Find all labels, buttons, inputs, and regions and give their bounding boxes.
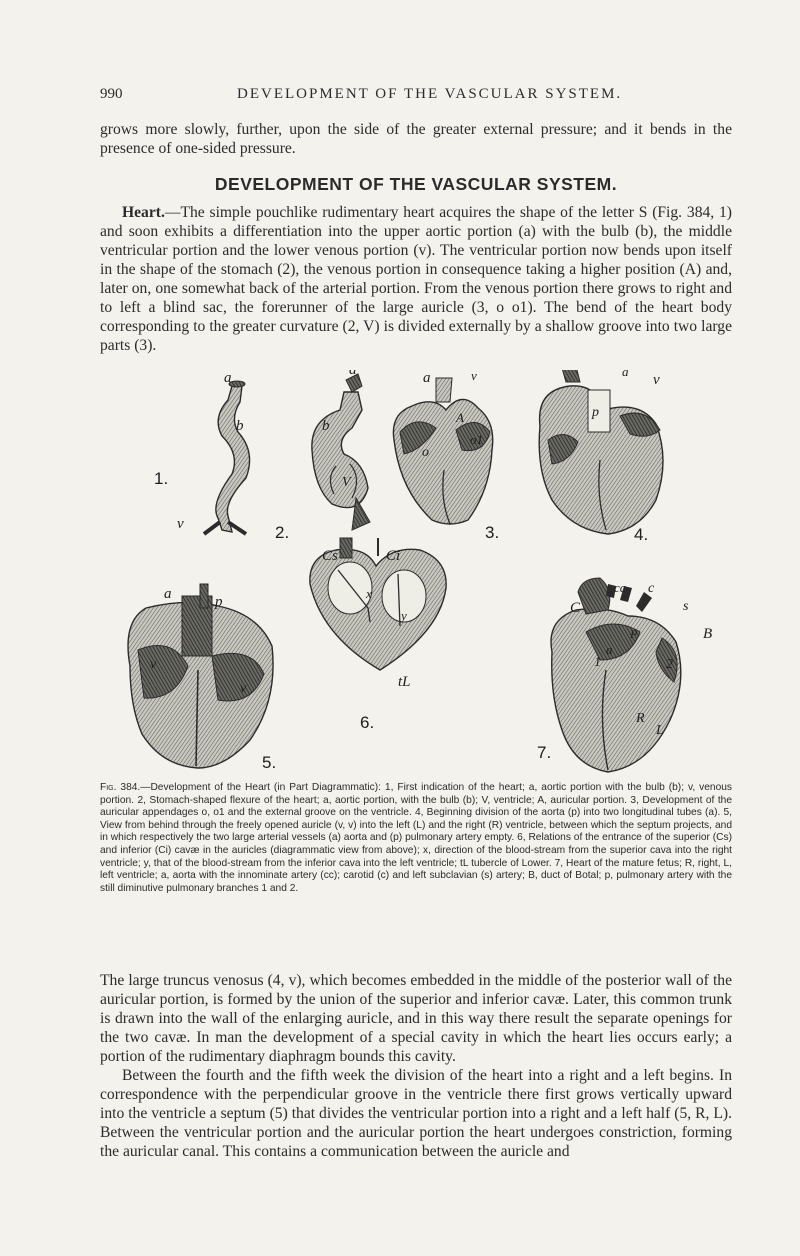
continuation-paragraph-2: Between the fourth and the fifth week the division of the heart into a right and a left begins. In correspondence with the perpendicular groove in the ventricle there first grows vertically upward into the ventricle a septum (5) that divides the ventricular portion into a right and a left half (5, R, L). Between the ventricular portion and the auricular portion the heart undergoes constriction, forming the auricular canal. This contains a communication between the auricle and [100, 1067, 732, 1160]
page-number: 990 [100, 86, 123, 102]
label-4-v: v [653, 372, 660, 388]
label-7-1: 1 [594, 655, 601, 670]
label-5-p: p [215, 594, 223, 610]
panel-5-drawing [128, 584, 273, 768]
label-3-v: v [471, 370, 477, 383]
label-1-a: a [224, 370, 232, 386]
label-3-o1: o1 [470, 432, 483, 447]
caption-text: —Development of the Heart (in Part Diagrammatic): 1, First indication of the heart; a, aortic portion with the bulb (b); v, venous portion. 2, Stomach-shaped flexure of the heart; a, aortic portion, with the bulb (b); V, ventricle; A, auricular portion. 3, Development of the auricular appendages o, o1 and the external groove on the ventricle. 4, Beginning division of the aorta (p) into two longitudinal tubes (a). 5, View from behind through the freely opened auricle (v, v) into the left (L) and the right (R) ventricle, between which the septum projects, and in which respectively the two large arterial vessels (a) aorta and (p) pulmonary artery empty. 6, Relations of the entrance of the superior (Cs) and inferior (Ci) cavæ in the auricles (diagrammatic view from above); x, direction of the blood-stream from the superior cava into the right ventricle; y, that of the blood-stream from the inferior cava into the left ventricle; tL tubercle of Lower. 7, Heart of the mature fetus; R, right, L, left ventricle; a, aorta with the innominate artery (cc); carotid (c) and left subclavian (s) artery; B, duct of Botal; p, pulmonary artery with the still diminutive pulmonary branches 1 and 2. [100, 782, 732, 894]
panel-number-1: 1. [154, 469, 169, 488]
label-3-A: A [456, 410, 464, 425]
heart-heading: Heart. [122, 204, 165, 221]
label-5-v-right: v [240, 681, 247, 696]
label-3-a: a [423, 370, 431, 386]
panel-number-7: 7. [537, 743, 552, 762]
label-7-R: R [636, 711, 645, 726]
panel-number-5: 5. [262, 753, 277, 772]
label-6-Ci: Ci [386, 548, 401, 564]
panel-4-drawing [539, 370, 663, 534]
figure-384 [100, 370, 732, 775]
panel-1-drawing [204, 381, 250, 534]
label-1-v: v [177, 516, 184, 532]
label-7-C: C [570, 600, 581, 616]
panel-number-3: 3. [485, 523, 500, 542]
label-3-o: o [422, 445, 429, 460]
panel-number-6: 6. [360, 713, 375, 732]
intro-text: grows more slowly, further, upon the side of the greater external pressure; and it bends in the presence of one-sided pressure. [100, 121, 732, 157]
panel-2-drawing [312, 374, 370, 530]
caption-lead: Fig. 384. [100, 782, 141, 793]
label-7-s: s [683, 599, 689, 614]
label-7-B: B [703, 626, 713, 642]
intro-paragraph [100, 120, 732, 158]
heart-paragraph [100, 203, 732, 355]
panel-number-4: 4. [634, 525, 649, 544]
panel-3-drawing [393, 378, 492, 524]
label-5-v-left: v [150, 657, 157, 672]
label-7-cc: cc [614, 580, 626, 595]
panel-number-2: 2. [275, 523, 290, 542]
label-4-a: a [622, 370, 629, 379]
label-6-x: x [366, 586, 372, 601]
label-2-V: V [342, 475, 351, 490]
label-7-c: c [648, 581, 655, 596]
label-1-b: b [236, 418, 244, 434]
label-5-a: a [164, 586, 172, 602]
label-7-2: 2 [666, 657, 673, 672]
label-7-P: P [630, 627, 638, 641]
label-6-tL: tL [398, 674, 411, 690]
continuation-text [100, 971, 732, 1161]
label-7-a: a [606, 642, 613, 657]
label-4-p: p [592, 405, 599, 420]
continuation-paragraph-1: The large truncus venosus (4, v), which becomes embedded in the middle of the posterior wall of the auricular portion, is formed by the union of the superior and inferior cavæ. Later, this common trunk is drawn into the wall of the enlarging auricle, and in this way there result the separate openings for the two cavæ. In man the development of a special cavity in which the heart lies occurs early; a portion of the rudimentary diaphragm bounds this cavity. [100, 972, 732, 1065]
label-6-Cs: Cs [322, 548, 338, 564]
label-7-L: L [656, 723, 664, 738]
running-title: DEVELOPMENT OF THE VASCULAR SYSTEM. [237, 86, 623, 102]
section-title: DEVELOPMENT OF THE VASCULAR SYSTEM. [214, 174, 618, 194]
heart-development-illustration [100, 370, 732, 775]
figure-caption [100, 782, 732, 895]
label-2-b: b [322, 418, 330, 434]
label-6-y: y [401, 608, 407, 623]
heart-text: —The simple pouchlike rudimentary heart acquires the shape of the letter S (Fig. 384, 1) and soon exhibits a differentiation into the upper aortic portion (a) with the bulb (b), the middle ventricular portion and the lower venous portion (v). The ventricular portion now bends upon itself in the shape of the stomach (2), the venous portion in consequence taking a higher position (A) and, later on, one somewhat back of the arterial portion. From the venous portion there grows to right and to left a blind sac, the forerunner of the large auricle (3, o o1). The bend of the heart body corresponding to the greater curvature (2, V) is divided externally by a shallow groove into two large parts (3). [100, 204, 732, 354]
label-2-a: a [349, 370, 357, 378]
